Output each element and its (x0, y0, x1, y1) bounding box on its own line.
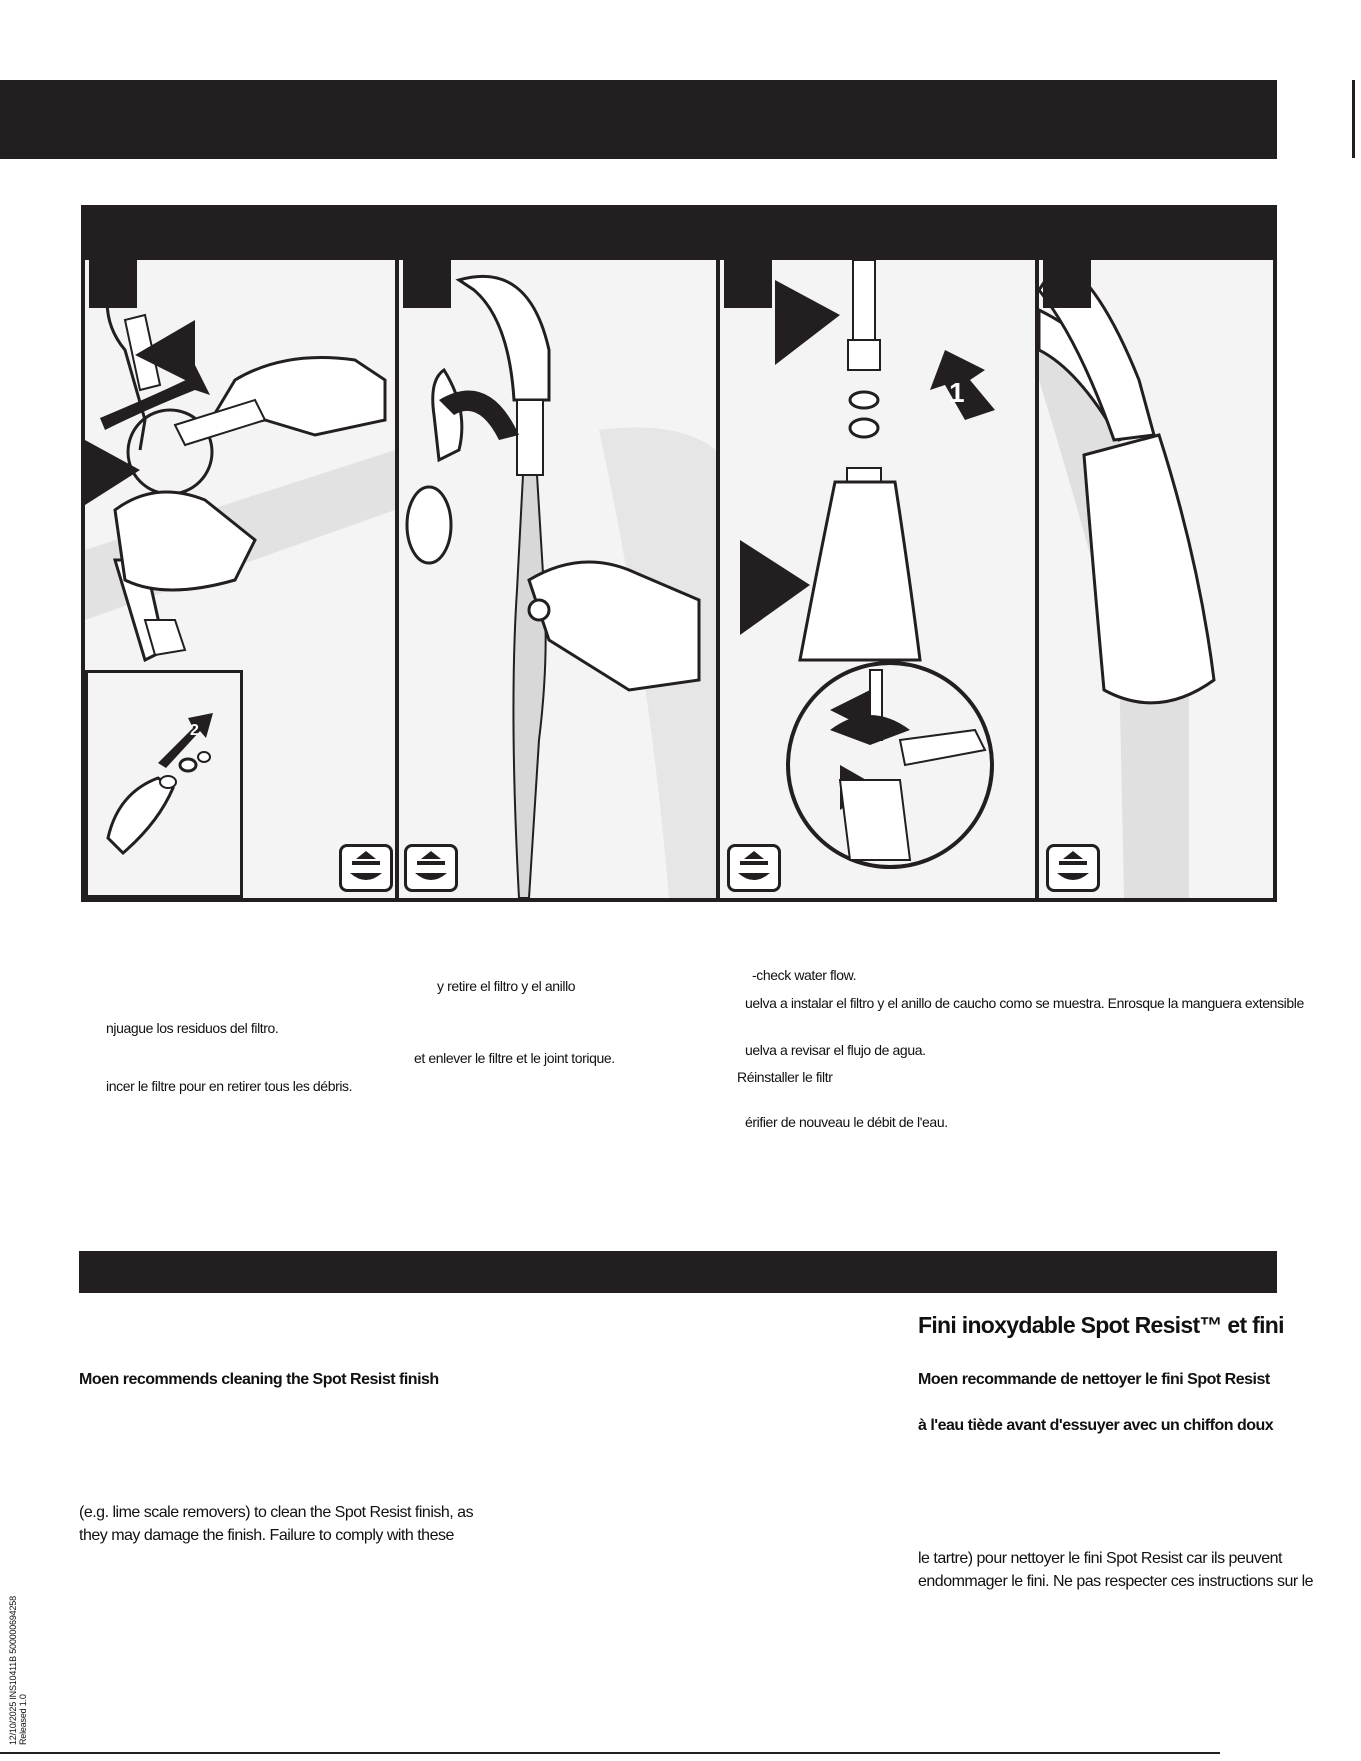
inset-illustration (88, 673, 240, 895)
col3-french-text-2: érifier de nouveau le débit de l'eau. (745, 1114, 948, 1130)
header-bar (0, 80, 1277, 159)
care-fr-subheading-2: à l'eau tiède avant d'essuyer avec un chiffon doux (918, 1417, 1274, 1434)
step-3-illustration (720, 260, 1035, 898)
inset-reinstall-filter (85, 670, 243, 898)
col2-spanish-text: y retire el filtro y el anillo (437, 978, 576, 994)
step-4-illustration (1039, 260, 1273, 898)
col3-spanish-text-1: uelva a instalar el filtro y el anillo de caucho como se muestra. Enrosque la manguera extensible (745, 995, 1304, 1011)
care-en-subheading: Moen recommends cleaning the Spot Resist finish (79, 1371, 439, 1388)
care-fr-line-2: endommager le fini. Ne pas respecter ces instructions sur le (918, 1573, 1314, 1590)
step-number-box-1 (89, 260, 137, 308)
step-number-box-3 (724, 260, 772, 308)
col3-french-text-1: Réinstaller le filtr (737, 1069, 833, 1085)
col1-french-text: incer le filtre pour en retirer tous les débris. (106, 1078, 353, 1094)
step-panel-2 (399, 260, 716, 898)
care-fr-subheading-1: Moen recommande de nettoyer le fini Spot Resist (918, 1371, 1270, 1388)
col1-spanish-text: njuague los residuos del filtro. (106, 1020, 279, 1036)
col3-spanish-text-2: uelva a revisar el flujo de agua. (745, 1042, 926, 1058)
col2-french-text: et enlever le filtre et le joint torique. (414, 1050, 615, 1066)
dishwasher-safe-icon (404, 844, 458, 892)
doc-code-line-1: 12/10/2025 INS10411B 500000694258 (8, 1596, 18, 1745)
step-number-box-2 (403, 260, 451, 308)
doc-code-line-2: Released 1.0 (18, 1694, 28, 1745)
arrow-label-2: 2 (190, 722, 199, 739)
care-en-line-1: (e.g. lime scale removers) to clean the Spot Resist finish, as (79, 1504, 474, 1521)
crop-mark (1352, 80, 1355, 158)
care-fr-line-1: le tartre) pour nettoyer le fini Spot Resist car ils peuvent (918, 1550, 1282, 1567)
dishwasher-safe-icon (339, 844, 393, 892)
care-fr-title: Fini inoxydable Spot Resist™ et fini (918, 1312, 1284, 1338)
step-panel-1 (85, 260, 395, 898)
dishwasher-safe-icon (727, 844, 781, 892)
step-number-box-4 (1043, 260, 1091, 308)
dishwasher-safe-icon (1046, 844, 1100, 892)
illustration-panels (81, 256, 1277, 902)
step-2-illustration (399, 260, 716, 898)
care-en-line-2: they may damage the finish. Failure to comply with these (79, 1527, 454, 1544)
col3-english-text: -check water flow. (752, 967, 857, 983)
care-section-bar (79, 1251, 1277, 1293)
step-panel-3 (720, 260, 1035, 898)
bottom-rule (0, 1752, 1220, 1754)
step-panel-4 (1039, 260, 1273, 898)
arrow-label-1: 1 (949, 377, 965, 408)
section-heading-bar (81, 205, 1277, 256)
